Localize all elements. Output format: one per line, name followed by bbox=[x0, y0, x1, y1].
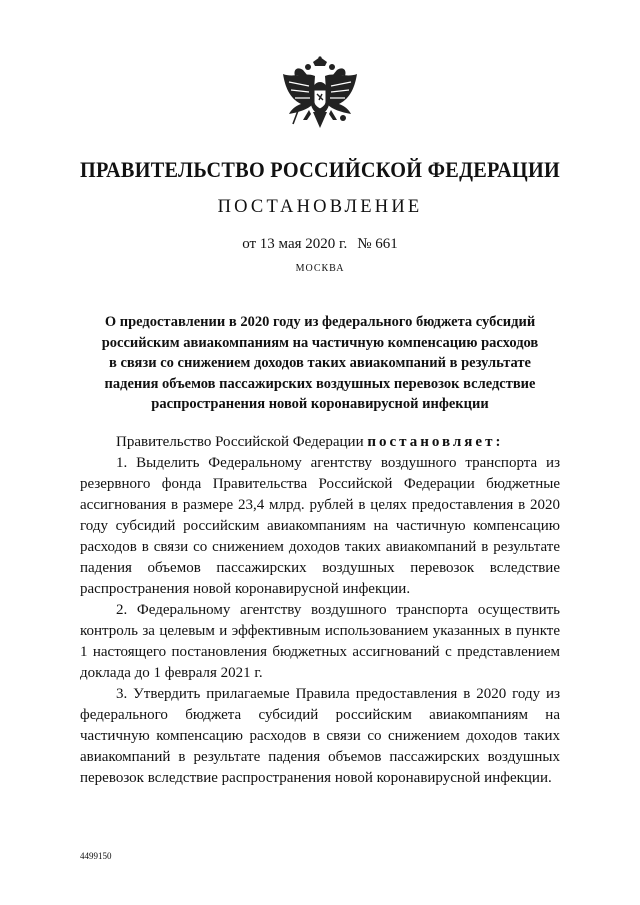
heading-line: российским авиакомпаниям на частичную компенсацию расходов bbox=[101, 334, 539, 351]
footer-document-code: 4499150 bbox=[80, 851, 112, 861]
paragraph-3: 3. Утвердить прилагаемые Правила предоставления в 2020 году из федерального бюджета субсидий российским авиакомпаниям на частичную компенсацию расходов в связи со снижением доходов таких авиакомпаний в результате падения объемов пассажирских воздушных перевозок вследствие распространения новой коронавирусной инфекции. bbox=[80, 686, 560, 786]
preamble-paragraph bbox=[80, 432, 560, 453]
document-type: ПОСТАНОВЛЕНИЕ bbox=[217, 197, 423, 217]
heading-line: распространения новой коронавирусной инфекции bbox=[151, 396, 489, 412]
government-title: ПРАВИТЕЛЬСТВО РОССИЙСКОЙ ФЕДЕРАЦИИ bbox=[79, 157, 561, 182]
paragraph-2: 2. Федеральному агентству воздушного транспорта осуществить контроль за целевым и эффективным использованием указанных в пункте 1 настоящего постановления бюджетных ассигнований с представлением доклада до 1 февраля 2021 г. bbox=[80, 602, 560, 681]
document-heading bbox=[80, 312, 560, 415]
document-date: от 13 мая 2020 г. bbox=[242, 236, 348, 252]
russian-coat-of-arms-icon bbox=[275, 56, 365, 140]
heading-line: О предоставлении в 2020 году из федерального бюджета субсидий bbox=[104, 314, 536, 330]
document-city: МОСКВА bbox=[295, 263, 345, 274]
document-body bbox=[80, 432, 560, 789]
heading-line: в связи со снижением доходов таких авиакомпаний в результате bbox=[109, 355, 531, 371]
preamble-verb: постановляет: bbox=[367, 434, 504, 450]
heading-line: падения объемов пассажирских воздушных перевозок вследствие bbox=[104, 375, 536, 392]
document-date-line bbox=[0, 236, 640, 253]
preamble-text: Правительство Российской Федерации bbox=[116, 434, 364, 450]
document-number: № 661 bbox=[357, 236, 398, 252]
paragraph-1: 1. Выделить Федеральному агентству воздушного транспорта из резервного фонда Правительства Российской Федерации бюджетные ассигнования в размере 23,4 млрд. рублей в целях предоставления в 2020 году субсидий российским авиакомпаниям на частичную компенсацию расходов в связи со снижением доходов таких авиакомпаний в результате падения объемов пассажирских воздушных перевозок вследствие распространения новой коронавирусной инфекции. bbox=[80, 455, 560, 597]
